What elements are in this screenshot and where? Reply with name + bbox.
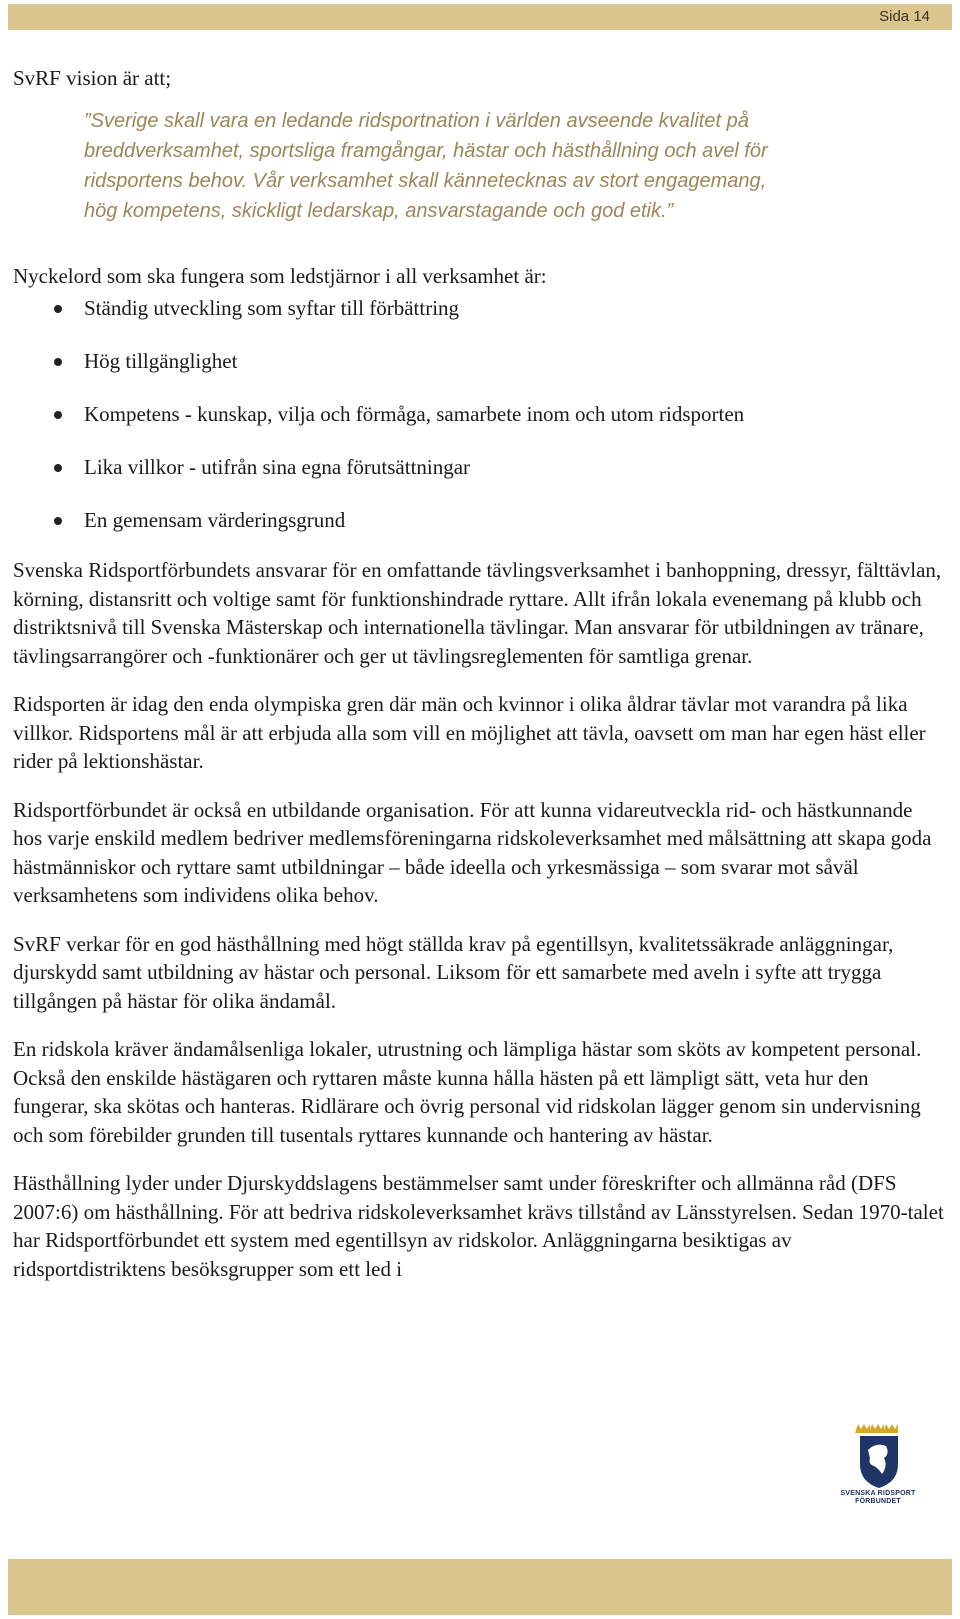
crowns-icon	[855, 1424, 898, 1433]
crown-horse-shield-logo-icon	[832, 1420, 924, 1530]
bullet-icon	[54, 411, 62, 419]
keyword-item	[13, 347, 945, 400]
keyword-text: Kompetens - kunskap, vilja och förmåga, samarbete inom och utom ridsporten	[84, 402, 745, 426]
keywords-intro: Nyckelord som ska fungera som ledstjärnor i all verksamhet är:	[13, 264, 547, 288]
paragraph-horse-keeping: SvRF verkar för en god hästhållning med högt ställda krav på egentillsyn, kvalitetssäkrade anläggningar, djurskydd samt utbildning av hästar och personal. Liksom för ett samarbete med aveln i syfte att trygga tillgången på hästar för olika ändamål.	[13, 931, 894, 1013]
paragraph-olympic: Ridsporten är idag den enda olympiska gren där män och kvinnor i olika åldrar tävlar mot varandra på lika villkor. Ridsportens mål är att erbjuda alla som vill en möjlighet att tävla, oavsett om man har egen häst eller rider på lektionshästar.	[13, 692, 926, 773]
bullet-icon	[54, 358, 62, 366]
bullet-icon	[54, 305, 62, 313]
header-band	[8, 4, 952, 30]
keyword-text: Lika villkor - utifrån sina egna förutsättningar	[84, 455, 471, 479]
page-number: Sida 14	[879, 8, 930, 25]
vision-quote: ”Sverige skall vara en ledande ridsportnation i världen avseende kvalitet på breddverksamhet, sportsliga framgångar, hästar och hästhållning och avel för ridsportens behov. Vår verksamhet skall kännetecknas av stort engagemang, hög kompetens, skickligt ledarskap, ansvarstagande och god etik.”	[84, 110, 768, 222]
keyword-text: Hög tillgänglighet	[84, 349, 238, 373]
keyword-list	[13, 294, 945, 559]
keyword-text: En gemensam värderingsgrund	[84, 508, 346, 532]
keyword-item	[13, 453, 945, 506]
keyword-item	[13, 400, 945, 453]
paragraph-riding-school: En ridskola kräver ändamålsenliga lokaler, utrustning och lämpliga hästar som sköts av kompetent personal. Också den enskilde hästägaren och ryttaren måste kunna hålla hästen på ett lämpligt sätt, veta hur den fungerar, ska skötas och hanteras. Ridlärare och övrig personal vid ridskolan lägger genom sin undervisning och som förebilder grunden till tusentals ryttares kunnande och hantering av hästar.	[13, 1037, 922, 1147]
logo-line-1: SVENSKA RIDSPORT	[840, 1490, 916, 1497]
keyword-item	[13, 294, 945, 347]
keyword-item	[13, 506, 945, 559]
vision-intro: SvRF vision är att;	[13, 66, 172, 90]
bullet-icon	[54, 464, 62, 472]
paragraph-competition: Svenska Ridsportförbundets ansvarar för en omfattande tävlingsverksamhet i banhoppning, dressyr, fälttävlan, körning, distansritt och voltige samt för funktionshindrade ryttare. Allt ifrån lokala evenemang på klubb och distriktsnivå till Svenska Mästerskap och internationella tävlingar. Man ansvarar för utbildningen av tränare, tävlingsarrangörer och -funktionärer och ger ut tävlingsreglementen för samtliga grenar.	[13, 558, 942, 668]
bullet-icon	[54, 517, 62, 525]
logo-wordmark	[828, 1490, 928, 1506]
logo-line-2: FÖRBUNDET	[855, 1498, 901, 1505]
keyword-text: Ständig utveckling som syftar till förbättring	[84, 296, 460, 320]
footer-band	[8, 1559, 952, 1615]
paragraph-education: Ridsportförbundet är också en utbildande organisation. För att kunna vidareutveckla rid- och hästkunnande hos varje enskild medlem bedriver medlemsföreningarna ridskoleverksamhet med målsättning att skapa goda hästmänniskor och ryttare samt utbildningar – både ideella och yrkesmässiga – som svarar mot såväl verksamhetens som individens olika behov.	[13, 797, 932, 907]
document-body	[13, 64, 945, 1303]
paragraph-regulations: Hästhållning lyder under Djurskyddslagens bestämmelser samt under föreskrifter och allmänna råd (DFS 2007:6) om hästhållning. För att bedriva ridskoleverksamhet krävs tillstånd av Länsstyrelsen. Sedan 1970-talet har Ridsportförbundet ett system med egentillsyn av ridskolor. Anläggningarna besiktigas av ridsportdistriktens besöksgrupper som ett led i	[13, 1171, 944, 1281]
